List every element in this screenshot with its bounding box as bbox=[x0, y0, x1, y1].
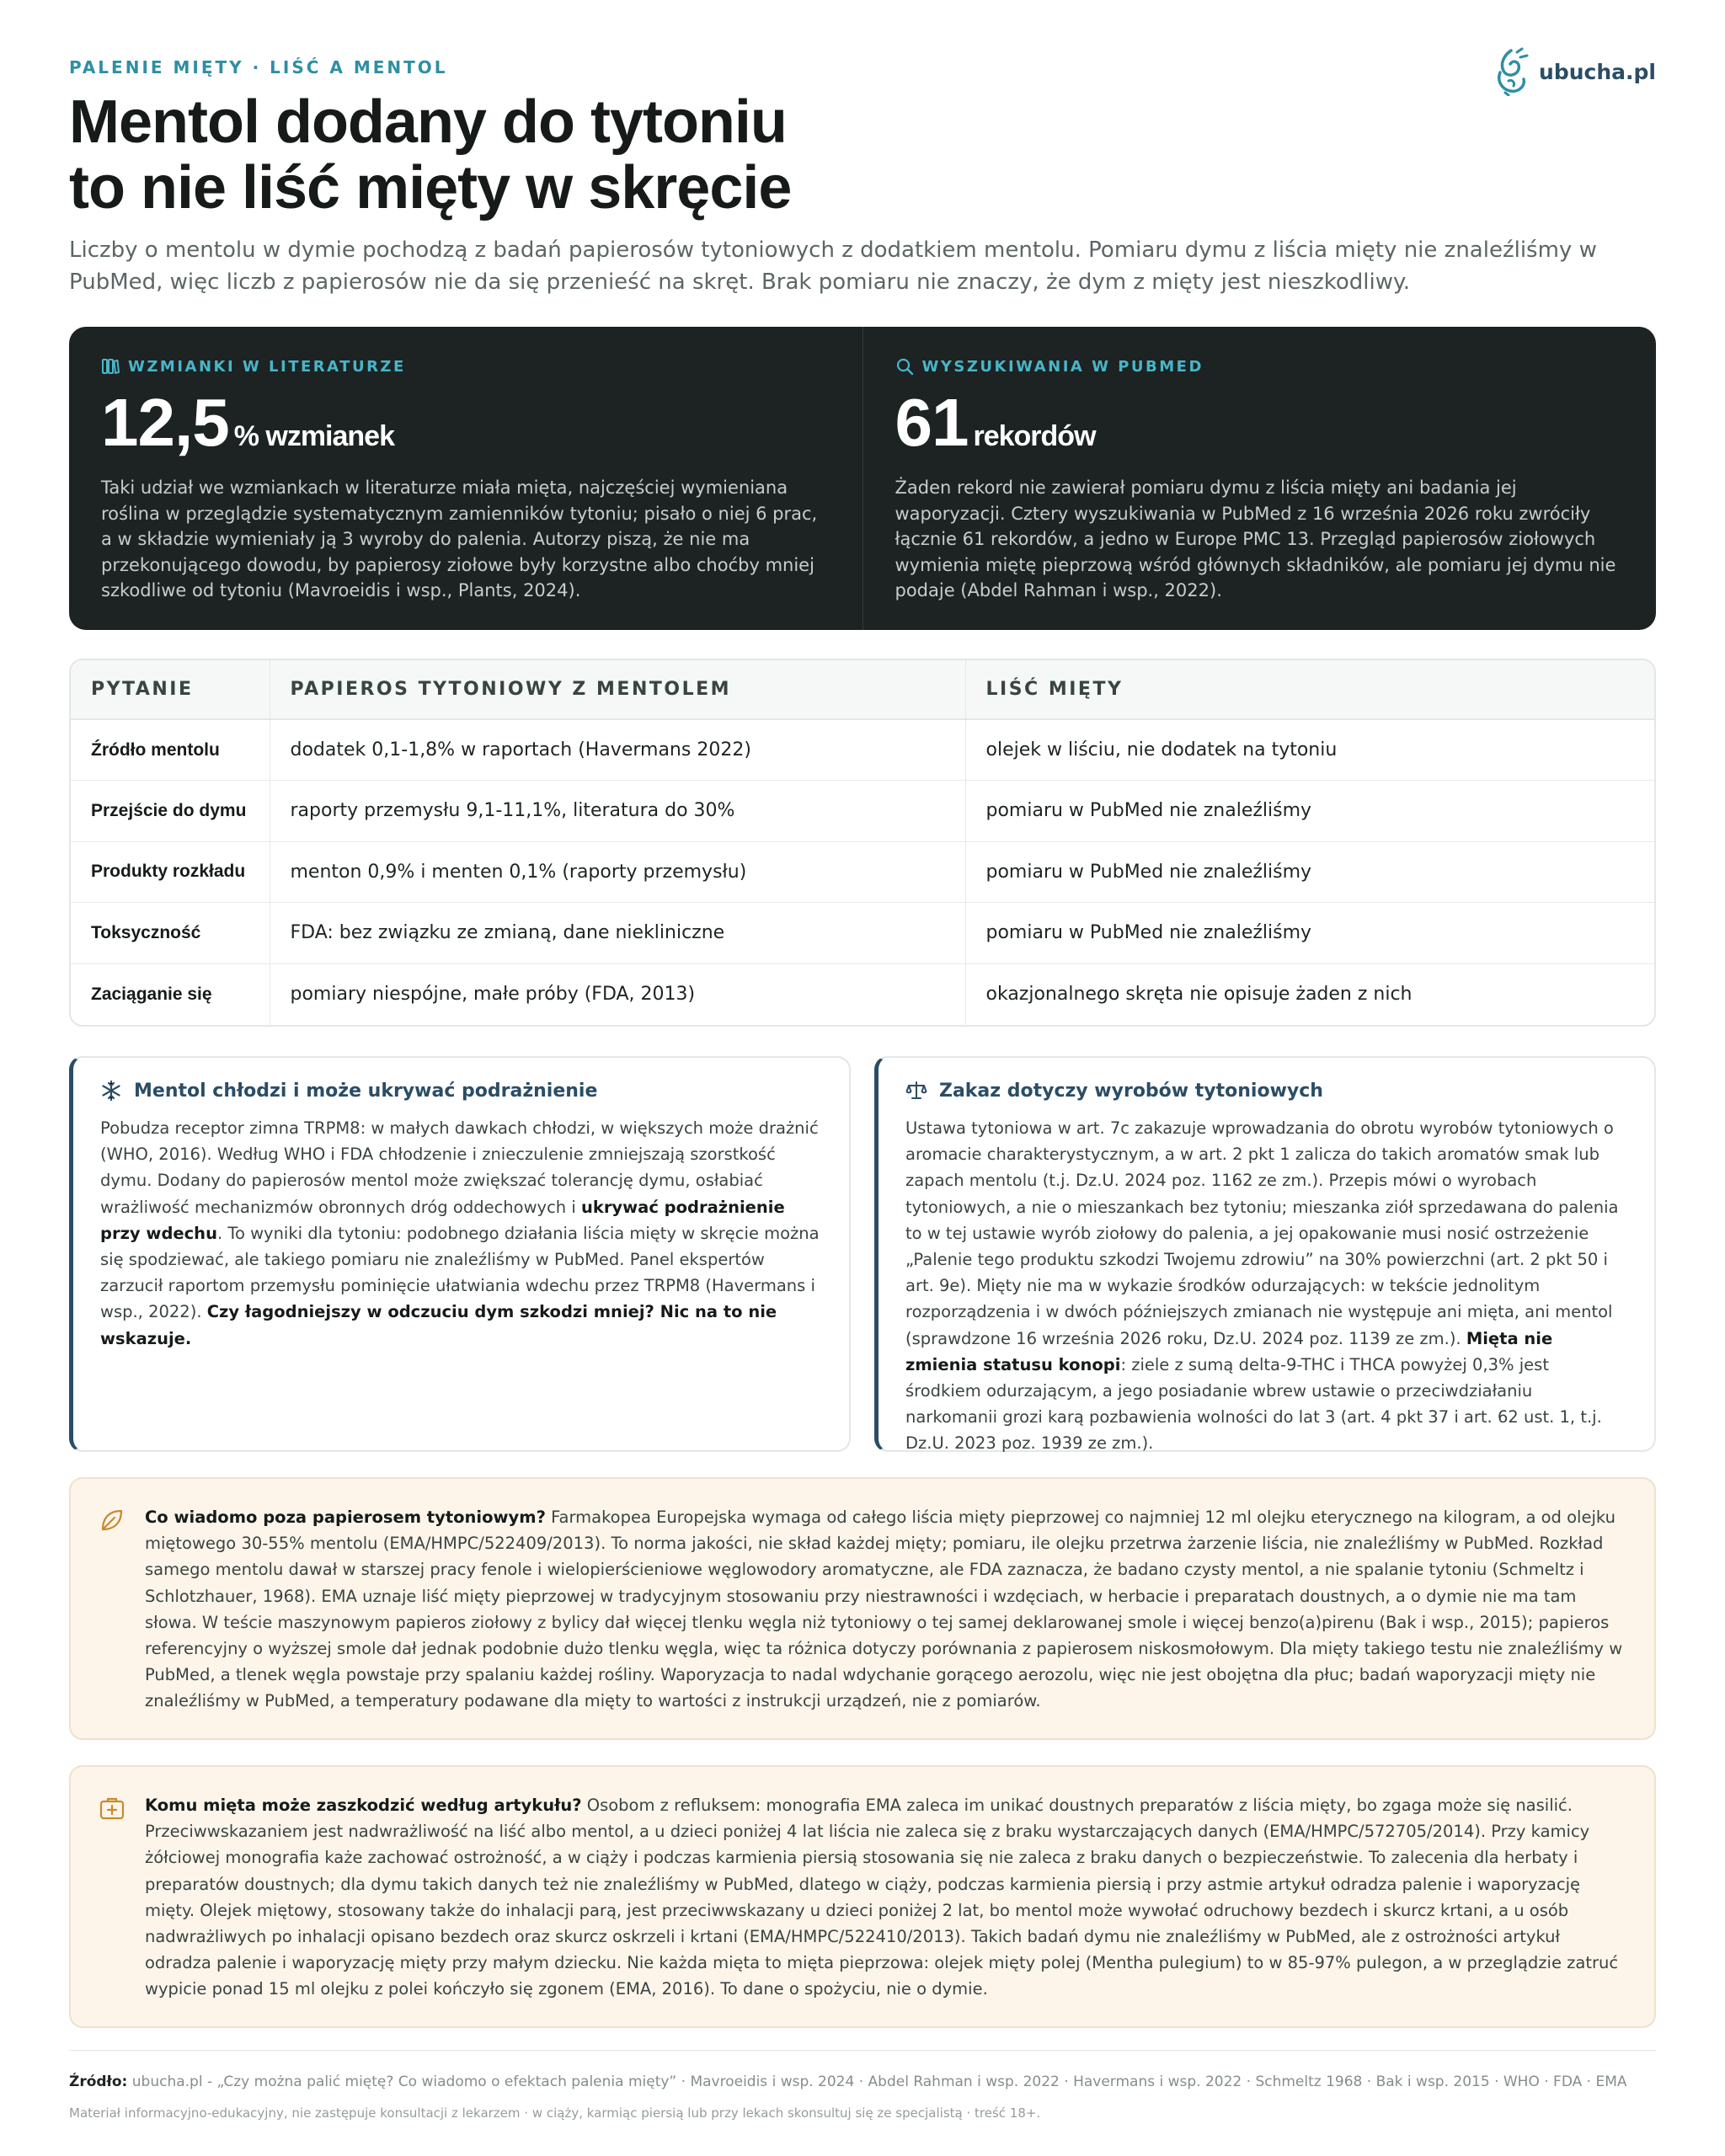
menthol-cooling-card bbox=[69, 1056, 851, 1452]
cell-tobacco: raporty przemysłu 9,1-11,1%, literatura do 30% bbox=[270, 781, 965, 842]
stat-number: 12,5 bbox=[101, 385, 229, 460]
cell-mint: olejek w liściu, nie dodatek na tytoniu bbox=[985, 739, 1338, 760]
card-body: Ustawa tytoniowa w art. 7c zakazuje wprowadzania do obrotu wyrobów tytoniowych o aromacie charakterystycznym, a w art. 2 pkt 1 zalicza do takich aromatów smak lub zapach mentolu (t.j. Dz.U. 2024 poz. 1162 ze zm.). Przepis mówi o wyrobach tytoniowych, a nie o mieszankach bez tytoniu; mieszanka ziół sprzedawana do palenia to w tej ustawie wyrób ziołowy do palenia, a jej opakowanie musi nosić ostrzeżenie „Palenie tego produktu szkodzi Twojemu zdrowiu” na 30% powierzchni (art. 2 pkt 50 i art. 9e). Mięty nie ma w wykazie środków odurzających: w tekście jednolitym rozporządzenia i w dwóch późniejszych zmianach nie występuje ani mięta, ani mentol (sprawdzone 16 września 2026 roku, Dz.U. 2024 poz. 1139 ze zm.). Mięta nie zmienia statusu konopi: ziele z sumą delta-9-THC i THCA powyżej 0,3% jest środkiem odurzającym, a jego posiadanie wbrew ustawie o przeciwdziałaniu narkomanii grozi karą pozbawienia wolności do lat 3 (art. 4 pkt 37 i art. 62 ust. 1, t.j. Dz.U. 2023 poz. 1939 ze zm.). bbox=[905, 1118, 1619, 1454]
title-line-1: Mentol dodany do tytoniu bbox=[69, 88, 787, 156]
table-row bbox=[71, 841, 1654, 903]
source-line: Źródło: ubucha.pl - „Czy można palić miętę? Co wiadomo o efektach palenia mięty” · Mavroeidis i wsp. 2024 · Abdel Rahman i wsp. 2022 · Havermans i wsp. 2022 · Schmeltz 1968 · Bak i wsp. 2015 · WHO · FDA · EMA bbox=[69, 2073, 1627, 2090]
footer-divider bbox=[69, 2050, 1656, 2051]
scale-icon bbox=[905, 1080, 927, 1102]
row-question: Produkty rozkładu bbox=[71, 841, 270, 903]
table-row bbox=[71, 719, 1654, 781]
lead-paragraph: Liczby o mentolu w dymie pochodzą z badań papierosów tytoniowych z dodatkiem mentolu. Pomiaru dymu z liścia mięty nie znaleźliśmy w PubMed, więc liczb z papierosów nie da się przenieść na skręt. Brak pomiaru nie znaczy, że dym z mięty jest nieszkodliwy. bbox=[69, 237, 1597, 295]
stat-literature bbox=[69, 327, 862, 630]
stat-pubmed bbox=[862, 327, 1657, 630]
comparison-table bbox=[69, 659, 1656, 1027]
search-icon bbox=[895, 357, 914, 376]
leaf-swirl-logo-icon bbox=[1492, 47, 1530, 96]
table-row bbox=[71, 781, 1654, 842]
stat-unit: % wzmianek bbox=[233, 420, 395, 452]
who-can-be-harmed-note bbox=[69, 1765, 1656, 2028]
card-title: Zakaz dotyczy wyrobów tytoniowych bbox=[905, 1080, 1627, 1102]
cell-mint: pomiaru w PubMed nie znaleźliśmy bbox=[965, 903, 1654, 964]
card-title: Mentol chłodzi i może ukrywać podrażnienie bbox=[100, 1080, 822, 1102]
cell-mint: okazjonalnego skręta nie opisuje żaden z nich bbox=[965, 963, 1654, 1025]
note-body: Komu mięta może zaszkodzić według artykułu? Osobom z refluksem: monografia EMA zaleca im unikać doustnych preparatów z liścia mięty, bo zgaga może się nasilić. Przeciwwskazaniem jest nadwrażliwość na liść albo mentol, a u dzieci poniżej 4 lat liścia nie zaleca się z braku wystarczających danych (EMA/HMPC/572705/2014). Przy kamicy żółciowej monografia każe zachować ostrożność, a w ciąży i podczas karmienia piersią stosowania się nie zaleca z braku danych o bezpieczeństwie. To zalecenia dla herbaty i preparatów doustnych; dla dymu takich danych też nie znaleźliśmy w PubMed, dlatego w ciąży, podczas karmienia piersią i przy astmie artykuł odradza palenie i waporyzację mięty. Olejek miętowy, stosowany także do inhalacji parą, jest przeciwwskazany u dzieci poniżej 2 lat, bo mentol może wywołać odruchowy bezdech i skurcz krtani, a u osób nadwrażliwych po inhalacji opisano bezdech oraz skurcz oskrzeli i krtani (EMA/HMPC/522410/2013). Takich badań dymu nie znaleźliśmy w PubMed, ale z ostrożności artykuł odradza palenie i waporyzację mięty przy małym dziecku. Nie każda mięta to mięta pieprzowa: olejek mięty polej (Mentha pulegium) to w 85-97% pulegon, a w przeglądzie zatruć wypicie ponad 15 ml olejku z polei kończyło się zgonem (EMA, 2016). To dane o spożyciu, nie o dymie. bbox=[145, 1796, 1619, 1999]
table-header-row bbox=[71, 660, 1654, 719]
stat-description: Taki udział we wzmiankach w literaturze miała mięta, najczęściej wymieniana roślina w przeglądzie systematycznym zamienników tytoniu; pisało o niej 6 prac, a w składzie wymieniały ją 3 wyroby do palenia. Autorzy piszą, że nie ma przekonującego dowodu, by papierosy ziołowe były korzystne albo choćby mniej szkodliwe od tytoniu (Mavroeidis i wsp., Plants, 2024). bbox=[101, 478, 818, 600]
logo-text: ubucha.pl bbox=[1539, 59, 1656, 84]
stat-number: 61 bbox=[895, 385, 969, 460]
column-header: PYTANIE bbox=[71, 660, 270, 719]
cell-tobacco: menton 0,9% i menten 0,1% (raporty przemysłu) bbox=[270, 841, 965, 903]
stat-value bbox=[101, 387, 830, 458]
title-line-2: to nie liść mięty w skręcie bbox=[69, 154, 792, 221]
brand-logo[interactable] bbox=[1492, 47, 1656, 96]
cell-tobacco: dodatek 0,1-1,8% w raportach (Havermans 2022) bbox=[270, 719, 965, 781]
row-question: Zaciąganie się bbox=[71, 963, 270, 1025]
beyond-tobacco-note bbox=[69, 1477, 1656, 1740]
stat-value bbox=[895, 387, 1625, 458]
stats-panel bbox=[69, 327, 1656, 630]
table-row bbox=[71, 963, 1654, 1025]
tobacco-ban-card bbox=[874, 1056, 1656, 1452]
table-row bbox=[71, 903, 1654, 964]
row-question: Przejście do dymu bbox=[71, 781, 270, 842]
medical-kit-icon bbox=[98, 1794, 126, 1822]
cell-tobacco: FDA: bez związku ze zmianą, dane niekliniczne bbox=[270, 903, 965, 964]
card-body: Pobudza receptor zimna TRPM8: w małych dawkach chłodzi, w większych może drażnić (WHO, 2016). Według WHO i FDA chłodzenie i znieczulenie zmniejszają szorstkość dymu. Dodany do papierosów mentol może zwiększać tolerancję dymu, osłabiać wrażliwość mechanizmów obronnych dróg oddechowych i ukrywać podrażnienie przy wdechu. To wyniki dla tytoniu: podobnego działania liścia mięty w skręcie można się spodziewać, ale takiego pomiaru nie znaleźliśmy w PubMed. Panel ekspertów zarzucił raportom przemysłu pominięcie ułatwiania wdechu przez TRPM8 (Havermans i wsp., 2022). Czy łagodniejszy w odczuciu dym szkodzi mniej? Nic na to nie wskazuje. bbox=[100, 1118, 820, 1348]
column-header: LIŚĆ MIĘTY bbox=[965, 660, 1654, 719]
page-title bbox=[69, 89, 791, 221]
stat-unit: rekordów bbox=[973, 420, 1096, 452]
cell-mint: pomiaru w PubMed nie znaleźliśmy bbox=[965, 781, 1654, 842]
row-question: Źródło mentolu bbox=[71, 719, 270, 781]
snowflake-icon bbox=[100, 1080, 122, 1102]
cell-tobacco: pomiary niespójne, małe próby (FDA, 2013) bbox=[270, 963, 965, 1025]
eyebrow-label: PALENIE MIĘTY · LIŚĆ A MENTOL bbox=[69, 57, 448, 77]
stat-description: Żaden rekord nie zawierał pomiaru dymu z liścia mięty ani badania jej waporyzacji. Cztery wyszukiwania w PubMed z 16 września 2026 roku zwróciły łącznie 61 rekordów, a jedno w Europe PMC 13. Przegląd papierosów ziołowych wymienia miętę pieprzową wśród głównych składników, ale pomiaru jej dymu nie podaje (Abdel Rahman i wsp., 2022). bbox=[895, 478, 1616, 600]
disclaimer: Materiał informacyjno-edukacyjny, nie zastępuje konsultacji z lekarzem · w ciąży, karmiąc piersią lub przy lekach skonsultuj się ze specjalistą · treść 18+. bbox=[69, 2105, 1041, 2121]
books-icon bbox=[101, 357, 120, 376]
stat-label: WZMIANKI W LITERATURZE bbox=[101, 357, 830, 376]
note-body: Co wiadomo poza papierosem tytoniowym? Farmakopea Europejska wymaga od całego liścia mięty pieprzowej co najmniej 12 ml olejku eterycznego na kilogram, a od olejku miętowego 30-55% mentolu (EMA/HMPC/522409/2013). To norma jakości, nie skład każdej mięty; pomiaru, ile olejku przetrwa żarzenie liścia, nie znaleźliśmy w PubMed. Rozkład samego mentolu dawał w starszej pracy fenole i wielopierścieniowe węglowodory aromatyczne, ale FDA zaznacza, że badano czysty mentol, a nie spalanie tytoniu (Schmeltz i Schlotzhauer, 1968). EMA uznaje liść mięty pieprzowej w tradycyjnym stosowaniu przy niestrawności i wzdęciach, w herbacie i preparatach doustnych, a o dymie nie ma tam słowa. W teście maszynowym papieros ziołowy z bylicy dał więcej tlenku węgla niż tytoniowy o tej samej deklarowanej smole i więcej benzo(a)pirenu (Bak i wsp., 2015); papieros referencyjny o wyższej smole dał jednak podobnie dużo tlenku węgla, więc ta różnica dotyczy porównania z papierosem niskosmołowym. Dla mięty takiego testu nie znaleźliśmy w PubMed, a tlenek węgla powstaje przy spalaniu każdej rośliny. Waporyzacja to nadal wdychanie gorącego aerozolu, więc nie jest obojętna dla płuc; badań waporyzacji mięty nie znaleźliśmy w PubMed, a temperatury podawane dla mięty to wartości z instrukcji urządzeń, nie z pomiarów. bbox=[145, 1508, 1623, 1711]
column-header: PAPIEROS TYTONIOWY Z MENTOLEM bbox=[270, 660, 965, 719]
leaf-icon bbox=[98, 1506, 126, 1534]
cell-mint: pomiaru w PubMed nie znaleźliśmy bbox=[965, 841, 1654, 903]
stat-label: WYSZUKIWANIA W PUBMED bbox=[895, 357, 1625, 376]
row-question: Toksyczność bbox=[71, 903, 270, 964]
